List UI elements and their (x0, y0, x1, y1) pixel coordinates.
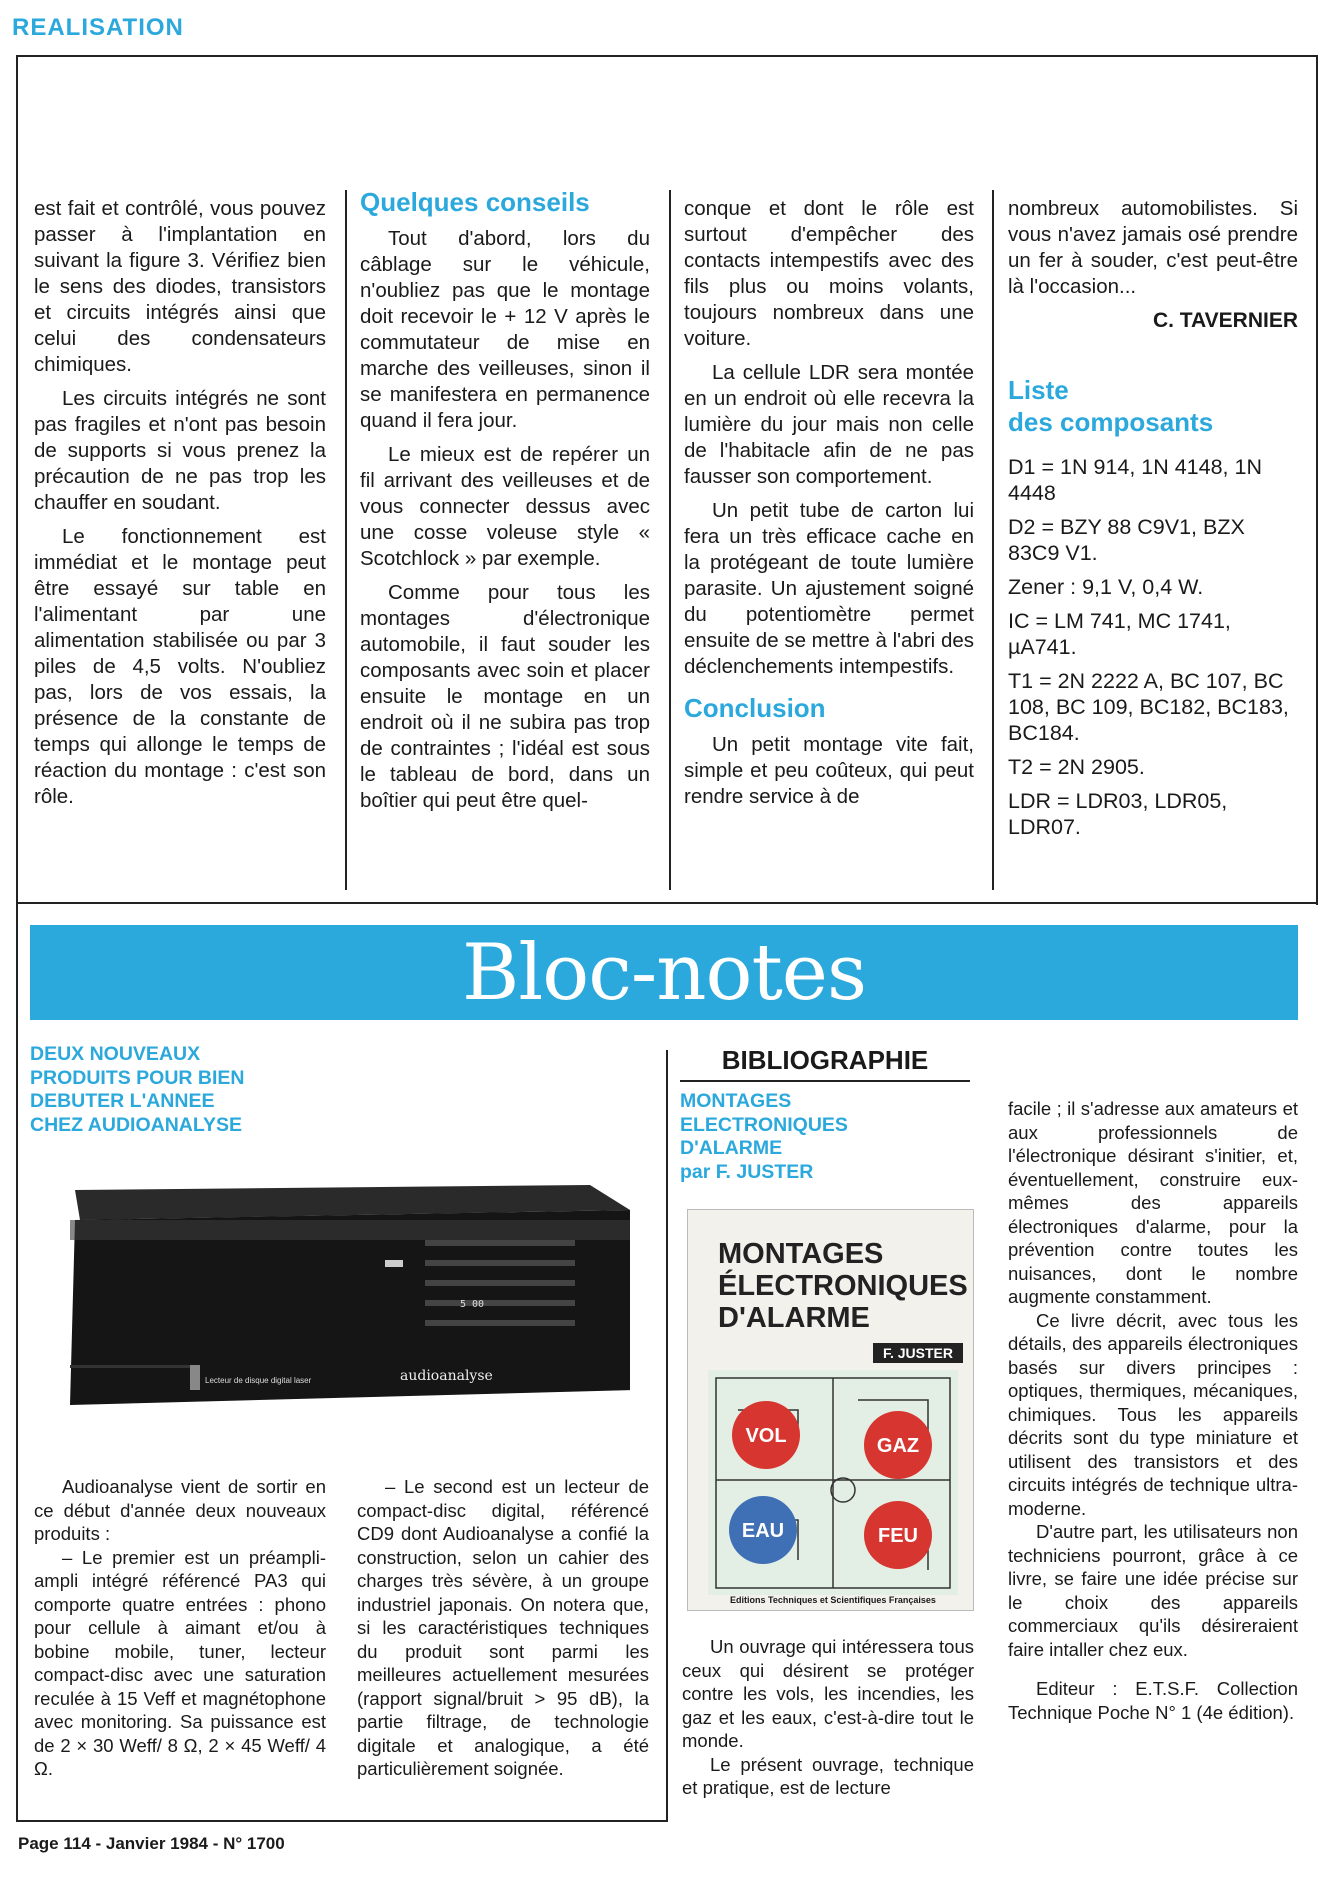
paragraph: Tout d'abord, lors du câblage sur le véhicule, n'oubliez pas que le montage doit recevoir le + 12 V après le commutateur de mise en marche des veilleuses, sinon il se manifestera en permanence quand il fera jour. (360, 227, 650, 432)
biblio-column-mid (682, 1635, 974, 1800)
headline-line: PRODUITS POUR BIEN (30, 1066, 245, 1089)
components-list (1008, 454, 1298, 840)
bibliography-title: BIBLIOGRAPHIE (680, 1040, 970, 1082)
divider (16, 1820, 668, 1822)
paragraph: Un petit montage vite fait, simple et peu coûteux, qui peut rendre service à de (684, 733, 974, 808)
paragraph: Le fonctionnement est immédiat et le montage peut être essayé sur table en l'alimentant par une alimentation stabilisée ou par 3 piles de 4,5 volts. N'oubliez pas, lors de vos essais, la présence de la constante de temps qui allonge le temps de réaction du montage : c'est son rôle. (34, 525, 326, 808)
paragraph: D'autre part, les utilisateurs non techniciens pourront, grâce à ce livre, se faire une idée précise sur le choix des appareils commerciaux qu'ils désireraient faire intaller chez eux. (1008, 1521, 1298, 1660)
paragraph: Le mieux est de repérer un fil arrivant des veilleuses et de vous connecter dessus avec une cosse voleuse style « Scotchlock » par exemple. (360, 443, 650, 570)
headline-line: MONTAGES (680, 1090, 792, 1112)
article-column-2 (360, 186, 650, 814)
biblio-column-right (1008, 1097, 1298, 1724)
audio-column-left (34, 1475, 326, 1781)
paragraph: Ce livre décrit, avec tous les détails, des appareils électroniques basés sur divers principes : optiques, thermiques, mécaniques, chimiques. Tous les appareils décrits sont du type miniature et utilisent des transistors et des circuits intégrés de technique ultra-moderne. (1008, 1309, 1298, 1519)
paragraph: Un ouvrage qui intéressera tous ceux qui désirent se protéger contre les vols, les incendies, les gaz et les eaux, c'est-à-dire tout le monde. (682, 1636, 974, 1751)
list-item: T2 = 2N 2905. (1008, 755, 1145, 779)
cover-word: FEU (878, 1525, 918, 1547)
article-column-1 (34, 196, 326, 810)
paragraph: Editeur : E.T.S.F. Collection Technique Poche N° 1 (4e édition). (1008, 1678, 1298, 1723)
bloc-notes-banner (30, 925, 1298, 1020)
cover-word: EAU (741, 1520, 785, 1542)
section-tag: REALISATION (12, 14, 184, 41)
brand-logo: audioanalyse (400, 1368, 493, 1384)
player-label: Lecteur de disque digital laser (205, 1376, 312, 1385)
cover-word: VOL (745, 1425, 787, 1447)
paragraph: Les circuits intégrés ne sont pas fragiles et n'ont pas besoin de supports si vous prenez la précaution de ne pas trop les chauffer en soudant. (34, 387, 326, 514)
author: C. TAVERNIER (1152, 309, 1298, 332)
paragraph: – Le second est un lecteur de compact-disc digital, référencé CD9 dont Audioanalyse a confié la construction, selon un cahier des charges très sévère, à un groupe industriel japonais. On notera que, si les caractéristiques techniques du produit sont parmi les meilleures actuellement mesurées (rapport signal/bruit > 95 dB), la partie filtrage, de technologie digitale et analogique, a été particulièrement soignée. (357, 1476, 649, 1779)
paragraph: nombreux automobilistes. Si vous n'avez jamais osé prendre un fer à souder, c'est peut-être là l'occasion... (1008, 197, 1298, 298)
display-readout: 5 00 (460, 1299, 485, 1310)
book-headline (680, 1090, 940, 1184)
cd-player-photo (30, 1165, 630, 1455)
headline-line: DEBUTER L'ANNEE (30, 1090, 215, 1112)
cover-word: GAZ (876, 1435, 920, 1457)
headline-line: D'ALARME (680, 1137, 783, 1159)
list-item: T1 = 2N 2222 A, BC 107, BC 108, BC 109, BC182, BC183, BC184. (1008, 669, 1289, 745)
cover-illustration (708, 1370, 958, 1595)
page-footer: Page 114 - Janvier 1984 - N° 1700 (18, 1834, 285, 1853)
column-divider (345, 190, 347, 890)
section-heading: Quelques conseils (360, 187, 590, 217)
divider (16, 902, 1318, 904)
paragraph: La cellule LDR sera montée en un endroit où elle recevra la lumière du jour mais non celle de l'habitacle afin de ne pas fausser son comportement. (684, 361, 974, 488)
list-heading: des composants (1008, 407, 1214, 437)
list-item: LDR = LDR03, LDR05, LDR07. (1008, 789, 1228, 839)
paragraph: Le présent ouvrage, technique et pratique, est de lecture (682, 1753, 974, 1798)
cover-title: MONTAGES ÉLECTRONIQUES D'ALARME (718, 1238, 968, 1334)
list-heading: Liste (1008, 375, 1069, 405)
paragraph: Audioanalyse vient de sortir en ce début d'année deux nouveaux produits : (34, 1476, 326, 1544)
list-item: IC = LM 741, MC 1741, µA741. (1008, 609, 1231, 659)
banner-title: Bloc-notes (462, 927, 866, 1018)
paragraph: Comme pour tous les montages d'électronique automobile, il faut souder les composants avec soin et placer ensuite le montage en un endroit où il ne subira pas trop de contraintes ; l'idéal est sous le tableau de bord, dans un boîtier qui peut être quel- (360, 581, 650, 812)
article-column-3 (684, 196, 974, 810)
article-column-4 (1008, 196, 1298, 840)
cover-publisher: Editions Techniques et Scientifiques Françaises (730, 1595, 936, 1605)
audio-column-right (357, 1475, 649, 1781)
divider (16, 902, 18, 1822)
paragraph: est fait et contrôlé, vous pouvez passer à l'implantation en suivant la figure 3. Vérifiez bien le sens des diodes, transistors et circuits intégrés ainsi que celui des condensateurs chimiques. (34, 197, 326, 376)
paragraph: conque et dont le rôle est surtout d'empêcher des contacts intempestifs avec des fils plus ou moins volants, toujours nombreux dans une voiture. (684, 197, 974, 350)
paragraph: facile ; il s'adresse aux amateurs et aux professionnels de l'électronique désirant s'initier, et, éventuellement, construire eux-mêmes des appareils électroniques d'alarme, pour la prévention contre toutes les nuisances, dont le nombre augmente constamment. (1008, 1098, 1298, 1307)
list-item: D2 = BZY 88 C9V1, BZX 83C9 V1. (1008, 515, 1245, 565)
headline-line: CHEZ AUDIOANALYSE (30, 1113, 242, 1136)
column-divider (666, 1050, 668, 1822)
paragraph: Un petit tube de carton lui fera un très efficace cache en la protégeant de toute lumière parasite. Un ajustement soigné du potentiomètre permet ensuite de se mettre à l'abri des déclenchements intempestifs. (684, 499, 974, 678)
list-item: D1 = 1N 914, 1N 4148, 1N 4448 (1008, 455, 1262, 505)
section-heading: Conclusion (684, 693, 826, 723)
headline-line: DEUX NOUVEAUX (30, 1043, 201, 1065)
column-divider (992, 190, 994, 890)
column-divider (669, 190, 671, 890)
headline-line: par F. JUSTER (680, 1160, 814, 1183)
list-item: Zener : 9,1 V, 0,4 W. (1008, 575, 1204, 599)
paragraph: – Le premier est un préampli-ampli intégré référencé PA3 qui comporte quatre entrées : phono pour cellule à aimant et/ou à bobine mobile, tuner, lecteur compact-disc avec une saturation reculée à 15 Veff et magnétophone avec monitoring. Sa puissance est de 2 × 30 Weff/ 8 Ω, 2 × 45 Weff/ 4 Ω. (34, 1546, 326, 1779)
headline-line: ELECTRONIQUES (680, 1113, 848, 1136)
book-cover (688, 1210, 973, 1610)
cover-author: F. JUSTER (873, 1343, 963, 1363)
audio-headline (30, 1043, 360, 1137)
